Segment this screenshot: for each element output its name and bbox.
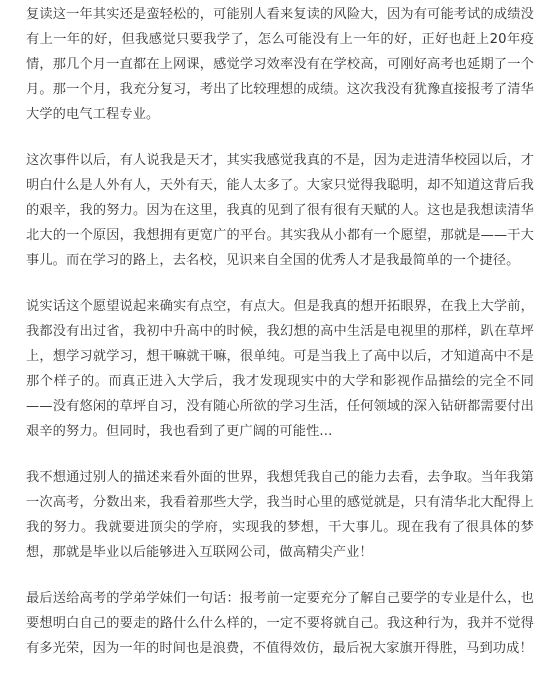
article-paragraph: 说实话这个愿望说起来确实有点空，有点大。但是我真的想开拓眼界，在我上大学前，我都没有出过省，我初中升高中的时候，我幻想的高中生活是电视里的那样，趴在草坪上，想学习就学习，想干嘛就干嘛，很单纯。可是当我上了高中以后，才知道高中不是那个样子的。而真正进入大学后，我才发现现实中的大学和影视作品描绘的完全不同——没有悠闲的草坪自习，没有随心所欲的学习生活，任何领域的深入钻研都需要付出艰辛的努力。但同时，我也看到了更广阔的可能性... — [26, 299, 534, 439]
article-body — [26, 2, 534, 682]
article-paragraph: 最后送给高考的学弟学妹们一句话：报考前一定要充分了解自己要学的专业是什么，也要想明白自己的要走的路什么什么样的，一定不要将就自己。我这种行为，我并不觉得有多光荣，因为一年的时间也是浪费，不值得效仿，最后祝大家旗开得胜，马到功成！ — [26, 591, 534, 656]
article-paragraph: 这次事件以后，有人说我是天才，其实我感觉我真的不是，因为走进清华校园以后，才明白什么是人外有人，天外有天，能人太多了。大家只觉得我聪明，却不知道这背后我的艰辛，我的努力。因为在这里，我真的见到了很有很有天赋的人。这也是我想读清华北大的一个原因，我想拥有更宽广的平台。其实我从小都有一个愿望，那就是——干大事儿。而在学习的路上，去名校，见识来自全国的优秀人才是我最简单的一个捷径。 — [26, 153, 534, 268]
article-paragraph: 我不想通过别人的描述来看外面的世界，我想凭我自己的能力去看，去争取。当年我第一次高考，分数出来，我看着那些大学，我当时心里的感觉就是，只有清华北大配得上我的努力。我就要进顶尖的学府，实现我的梦想，干大事儿。现在我有了很具体的梦想，那就是毕业以后能够进入互联网公司，做高精尖产业！ — [26, 470, 534, 560]
article-paragraph: 复读这一年其实还是蛮轻松的，可能别人看来复读的风险大，因为有可能考试的成绩没有上一年的好，但我感觉只要我学了，怎么可能没有上一年的好，正好也赶上20年疫情，那几个月一直都在上网课，感觉学习效率没有在学校高，可刚好高考也延期了一个月。那一个月，我充分复习，考出了比较理想的成绩。这次我没有犹豫直接报考了清华大学的电气工程专业。 — [26, 7, 534, 122]
